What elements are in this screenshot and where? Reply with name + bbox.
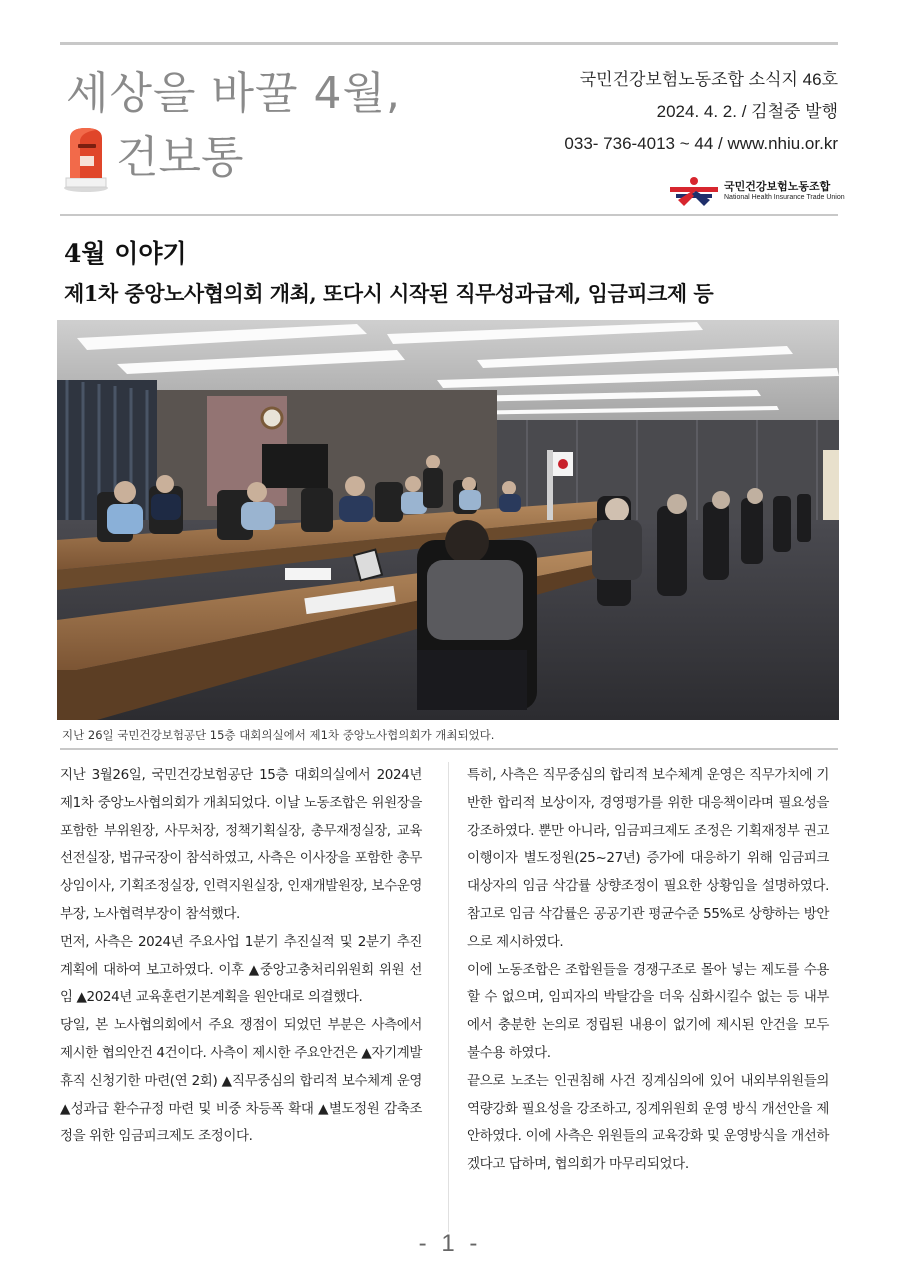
header-divider	[60, 214, 838, 216]
masthead-title-line2: 건보통	[116, 132, 244, 183]
column-divider	[448, 762, 449, 1232]
logo-subtitle: National Health Insurance Trade Union	[724, 194, 845, 201]
top-rule	[60, 42, 838, 45]
page-number: - 1 -	[418, 1230, 482, 1257]
issue-number: 국민건강보험노동조합 소식지 46호	[579, 70, 838, 89]
article-column-left	[60, 762, 422, 1151]
section-title: 4월 이야기	[64, 239, 187, 268]
caption-divider	[60, 748, 838, 750]
meeting-photo	[57, 320, 839, 720]
article-paragraph: 특히, 사측은 직무중심의 합리적 보수체계 운영은 직무가치에 기반한 합리적 보상이자, 경영평가를 위한 대응책이라며 필요성을 강조하였다. 뿐만 아니라, 임금피크제도 조정은 기획재정부 권고 이행이자 별도정원(25~27년) 증가에 대응하기 위해 임금피크 대상자의 임금 삭감률 상향조정이 필요한 상황임을 설명하였다. 참고로 임금 삭감률은 공공기관 평균수준 55%로 상향하는 방안으로 제시하였다.	[467, 767, 829, 950]
photo-caption: 지난 26일 국민건강보험공단 15층 대회의실에서 제1차 중앙노사협의회가 개최되었다.	[62, 728, 495, 742]
article-paragraph: 끝으로 노조는 인권침해 사건 징계심의에 있어 내외부위원들의 역량강화 필요성을 강조하고, 징계위원회 운영 방식 개선안을 제안하였다. 이에 사측은 위원들의 교육강화 및 운영방식을 개선하겠다고 답하며, 협의회가 마무리되었다.	[467, 1072, 829, 1173]
logo-name: 국민건강보험노동조합	[724, 180, 831, 193]
article-paragraph: 지난 3월26일, 국민건강보험공단 15층 대회의실에서 2024년 제1차 중앙노사협의회가 개최되었다. 이날 노동조합은 위원장을 포함한 부위원장, 사무처장, 정책기획실장, 총무재정실장, 교육선전실장, 법규국장이 참석하였고, 사측은 이사장을 포함한 총무상임이사, 기획조정실장, 인력지원실장, 인재개발원장, 보수운영부장, 노사협력부장이 참석했다.	[60, 767, 422, 922]
article-column-right	[467, 762, 829, 1179]
article-paragraph: 당일, 본 노사협의회에서 주요 쟁점이 되었던 부분은 사측에서 제시한 협의안건 4건이다. 사측이 제시한 주요안건은 ▲자기계발휴직 신청기한 마련(연 2회) ▲직무중심의 합리적 보수체계 운영 ▲성과급 환수규정 마련 및 비중 차등폭 확대 ▲별도정원 감축조정을 위한 임금피크제도 조정이다.	[60, 1017, 422, 1145]
contact-website[interactable]: 033- 736-4013 ~ 44 / www.nhiu.or.kr	[564, 134, 838, 153]
meeting-photo-illustration	[57, 320, 839, 720]
masthead-title-line1: 세상을 바꿀 4월,	[66, 68, 401, 119]
mailbox-icon	[62, 126, 110, 192]
issue-info	[564, 64, 838, 160]
article-headline: 제1차 중앙노사협의회 개최, 또다시 시작된 직무성과급제, 임금피크제 등	[64, 281, 714, 306]
article-paragraph: 먼저, 사측은 2024년 주요사업 1분기 추진실적 및 2분기 추진계획에 대하여 보고하였다. 이후 ▲중앙고충처리위원회 위원 선임 ▲2024년 교육훈련기본계획을 원안대로 의결했다.	[60, 933, 422, 1006]
article-paragraph: 이에 노동조합은 조합원들을 경쟁구조로 몰아 넣는 제도를 수용할 수 없으며, 임피자의 박탈감을 더욱 심화시킬수 없는 등 내부에서 충분한 논의로 정립된 내용이 없기에 제시된 안건을 모두 불수용 하였다.	[467, 961, 829, 1061]
issue-date-publisher: 2024. 4. 2. / 김철중 발행	[656, 102, 838, 121]
